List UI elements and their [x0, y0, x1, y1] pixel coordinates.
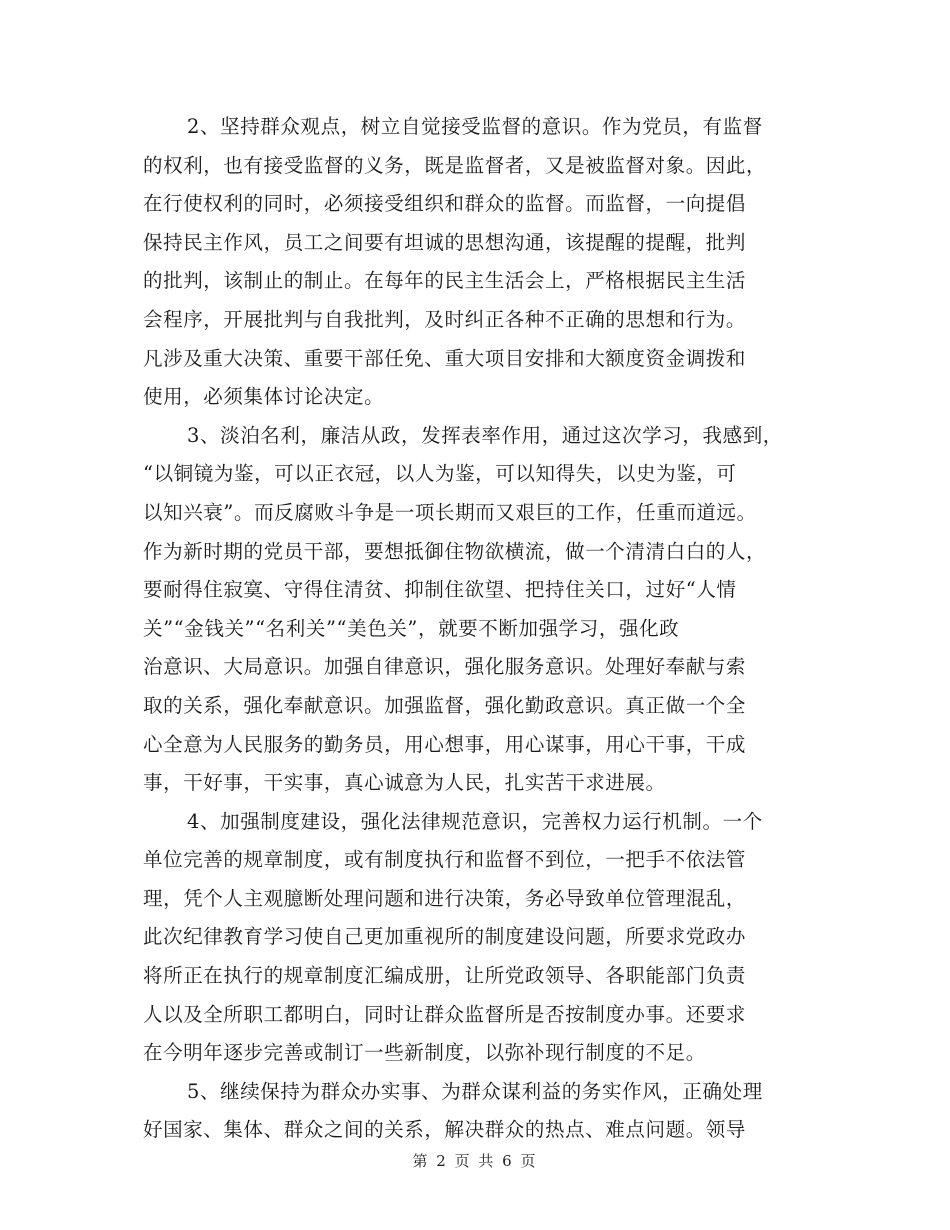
- text-line: 2、坚持群众观点，树立自觉接受监督的意识。作为党员，有监督: [187, 115, 763, 138]
- text-line: 的批判，该制止的制止。在每年的民主生活会上，严格根据民主生活: [143, 269, 747, 293]
- text-line: 要耐得住寂寞、守得住清贫、抑制住欲望、把持住关口，过好“人情: [143, 578, 737, 602]
- page-number-footer: 第 2 页 共 6 页: [412, 1152, 538, 1170]
- text-line: 的权利，也有接受监督的义务，既是监督者，又是被监督对象。因此，: [143, 153, 767, 177]
- text-line: 取的关系，强化奉献意识。加强监督，强化勤政意识。真正做一个全: [143, 693, 747, 717]
- paragraph-4: [143, 803, 823, 1073]
- paragraph-5: [143, 1073, 823, 1150]
- text-line: 单位完善的规章制度，或有制度执行和监督不到位，一把手不依法管: [143, 848, 747, 872]
- text-line: 理，凭个人主观臆断处理问题和进行决策，务必导致单位管理混乱，: [143, 886, 747, 910]
- text-line: 在今明年逐步完善或制订一些新制度，以弥补现行制度的不足。: [143, 1041, 706, 1065]
- text-line: 以知兴衰”。而反腐败斗争是一项长期而又艰巨的工作，任重而道远。: [143, 500, 757, 524]
- paragraph-2: [143, 108, 823, 417]
- text-line: 在行使权利的同时，必须接受组织和群众的监督。而监督，一向提倡: [143, 192, 747, 216]
- text-line: 人以及全所职工都明白，同时让群众监督所是否按制度办事。还要求: [143, 1002, 747, 1026]
- text-line: 好国家、集体、群众之间的关系，解决群众的热点、难点问题。领导: [143, 1118, 747, 1142]
- text-line: 此次纪律教育学习使自己更加重视所的制度建设问题，所要求党政办: [143, 925, 747, 949]
- text-line: 3、淡泊名利，廉洁从政，发挥表率作用，通过这次学习，我感到，: [187, 423, 783, 447]
- text-line: “以铜镜为鉴，可以正衣冠，以人为鉴，可以知得失，以史为鉴，可: [143, 462, 737, 486]
- text-line: 关”“金钱关”“名利关”“美色关”，就要不断加强学习，强化政: [143, 616, 680, 640]
- text-line: 事，干好事，干实事，真心诚意为人民，扎实苦干求进展。: [143, 771, 666, 795]
- document-body: [143, 108, 823, 1150]
- text-line: 会程序，开展批判与自我批判，及时纠正各种不正确的思想和行为。: [143, 307, 747, 331]
- text-line: 4、加强制度建设，强化法律规范意识，完善权力运行机制。一个: [187, 809, 763, 833]
- text-line: 作为新时期的党员干部，要想抵御住物欲横流，做一个清清白白的人，: [143, 539, 767, 563]
- text-line: 保持民主作风，员工之间要有坦诚的思想沟通，该提醒的提醒，批判: [143, 230, 747, 254]
- text-line: 凡涉及重大决策、重要干部任免、重大项目安排和大额度资金调拨和: [143, 346, 747, 370]
- text-line: 治意识、大局意识。加强自律意识，强化服务意识。处理好奉献与索: [143, 655, 747, 679]
- text-line: 心全意为人民服务的勤务员，用心想事，用心谋事，用心干事，干成: [143, 732, 747, 756]
- text-line: 将所正在执行的规章制度汇编成册，让所党政领导、各职能部门负责: [143, 964, 747, 988]
- text-line: 5、继续保持为群众办实事、为群众谋利益的务实作风，正确处理: [187, 1079, 763, 1103]
- paragraph-3: [143, 417, 823, 803]
- text-line: 使用，必须集体讨论决定。: [143, 385, 385, 409]
